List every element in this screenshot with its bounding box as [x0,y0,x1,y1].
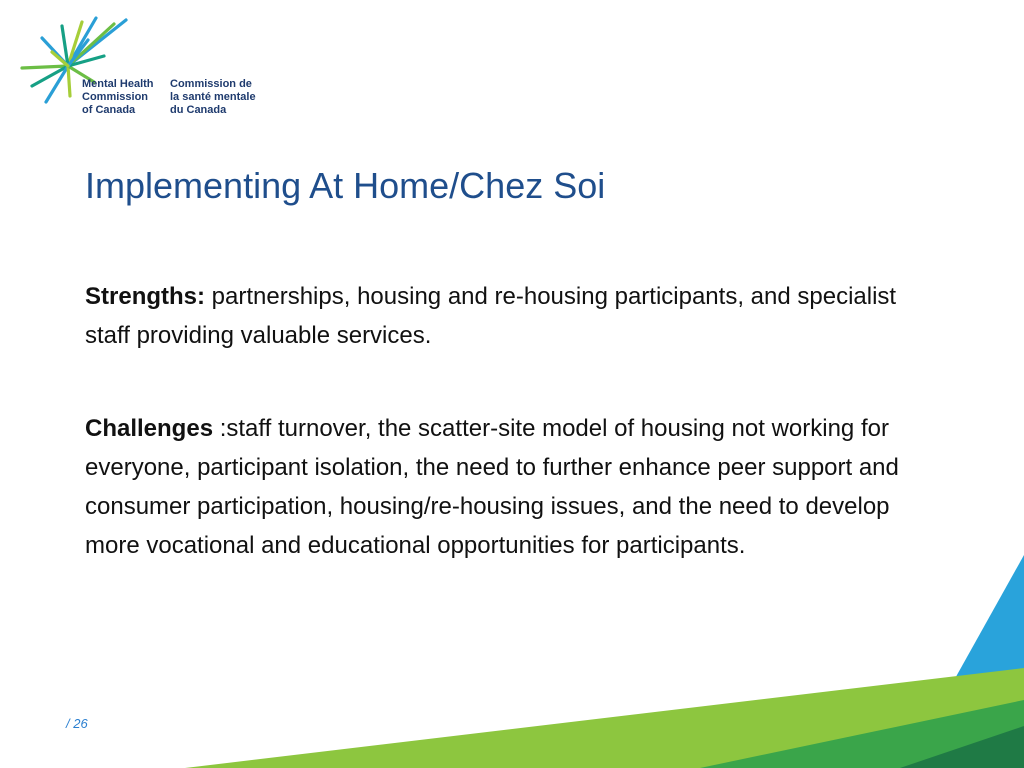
challenges-label: Challenges [85,415,214,442]
slide-title: Implementing At Home/Chez Soi [85,165,606,206]
org-name-english [82,78,154,117]
dark-green-wedge-shape [900,726,1024,768]
green-wedge-shape [700,700,1024,768]
mhcc-logo [18,16,278,126]
challenges-paragraph [85,409,945,565]
org-name-french [170,78,256,117]
org-name-line: Commission [82,91,149,103]
lime-wedge-shape [185,668,1024,768]
org-name-line: of Canada [82,104,136,116]
org-name-line: la santé mentale [170,91,256,103]
org-name-line: Mental Health [82,78,154,90]
org-name-line: du Canada [170,104,227,116]
blue-triangle-shape [905,555,1024,768]
org-name-line: Commission de [170,78,252,90]
challenges-text: :staff turnover, the scatter-site model of housing not working for everyone, participant isolation, the need to further enhance peer support and consumer participation, housing/re-housing issues, and the need to develop more vocational and educational opportunities for participants. [85,415,899,559]
strengths-paragraph [85,277,945,355]
strengths-label: Strengths: [85,283,205,310]
page-number: / 26 [66,716,88,731]
strengths-text: partnerships, housing and re-housing participants, and specialist staff providing valuable services. [85,283,897,349]
